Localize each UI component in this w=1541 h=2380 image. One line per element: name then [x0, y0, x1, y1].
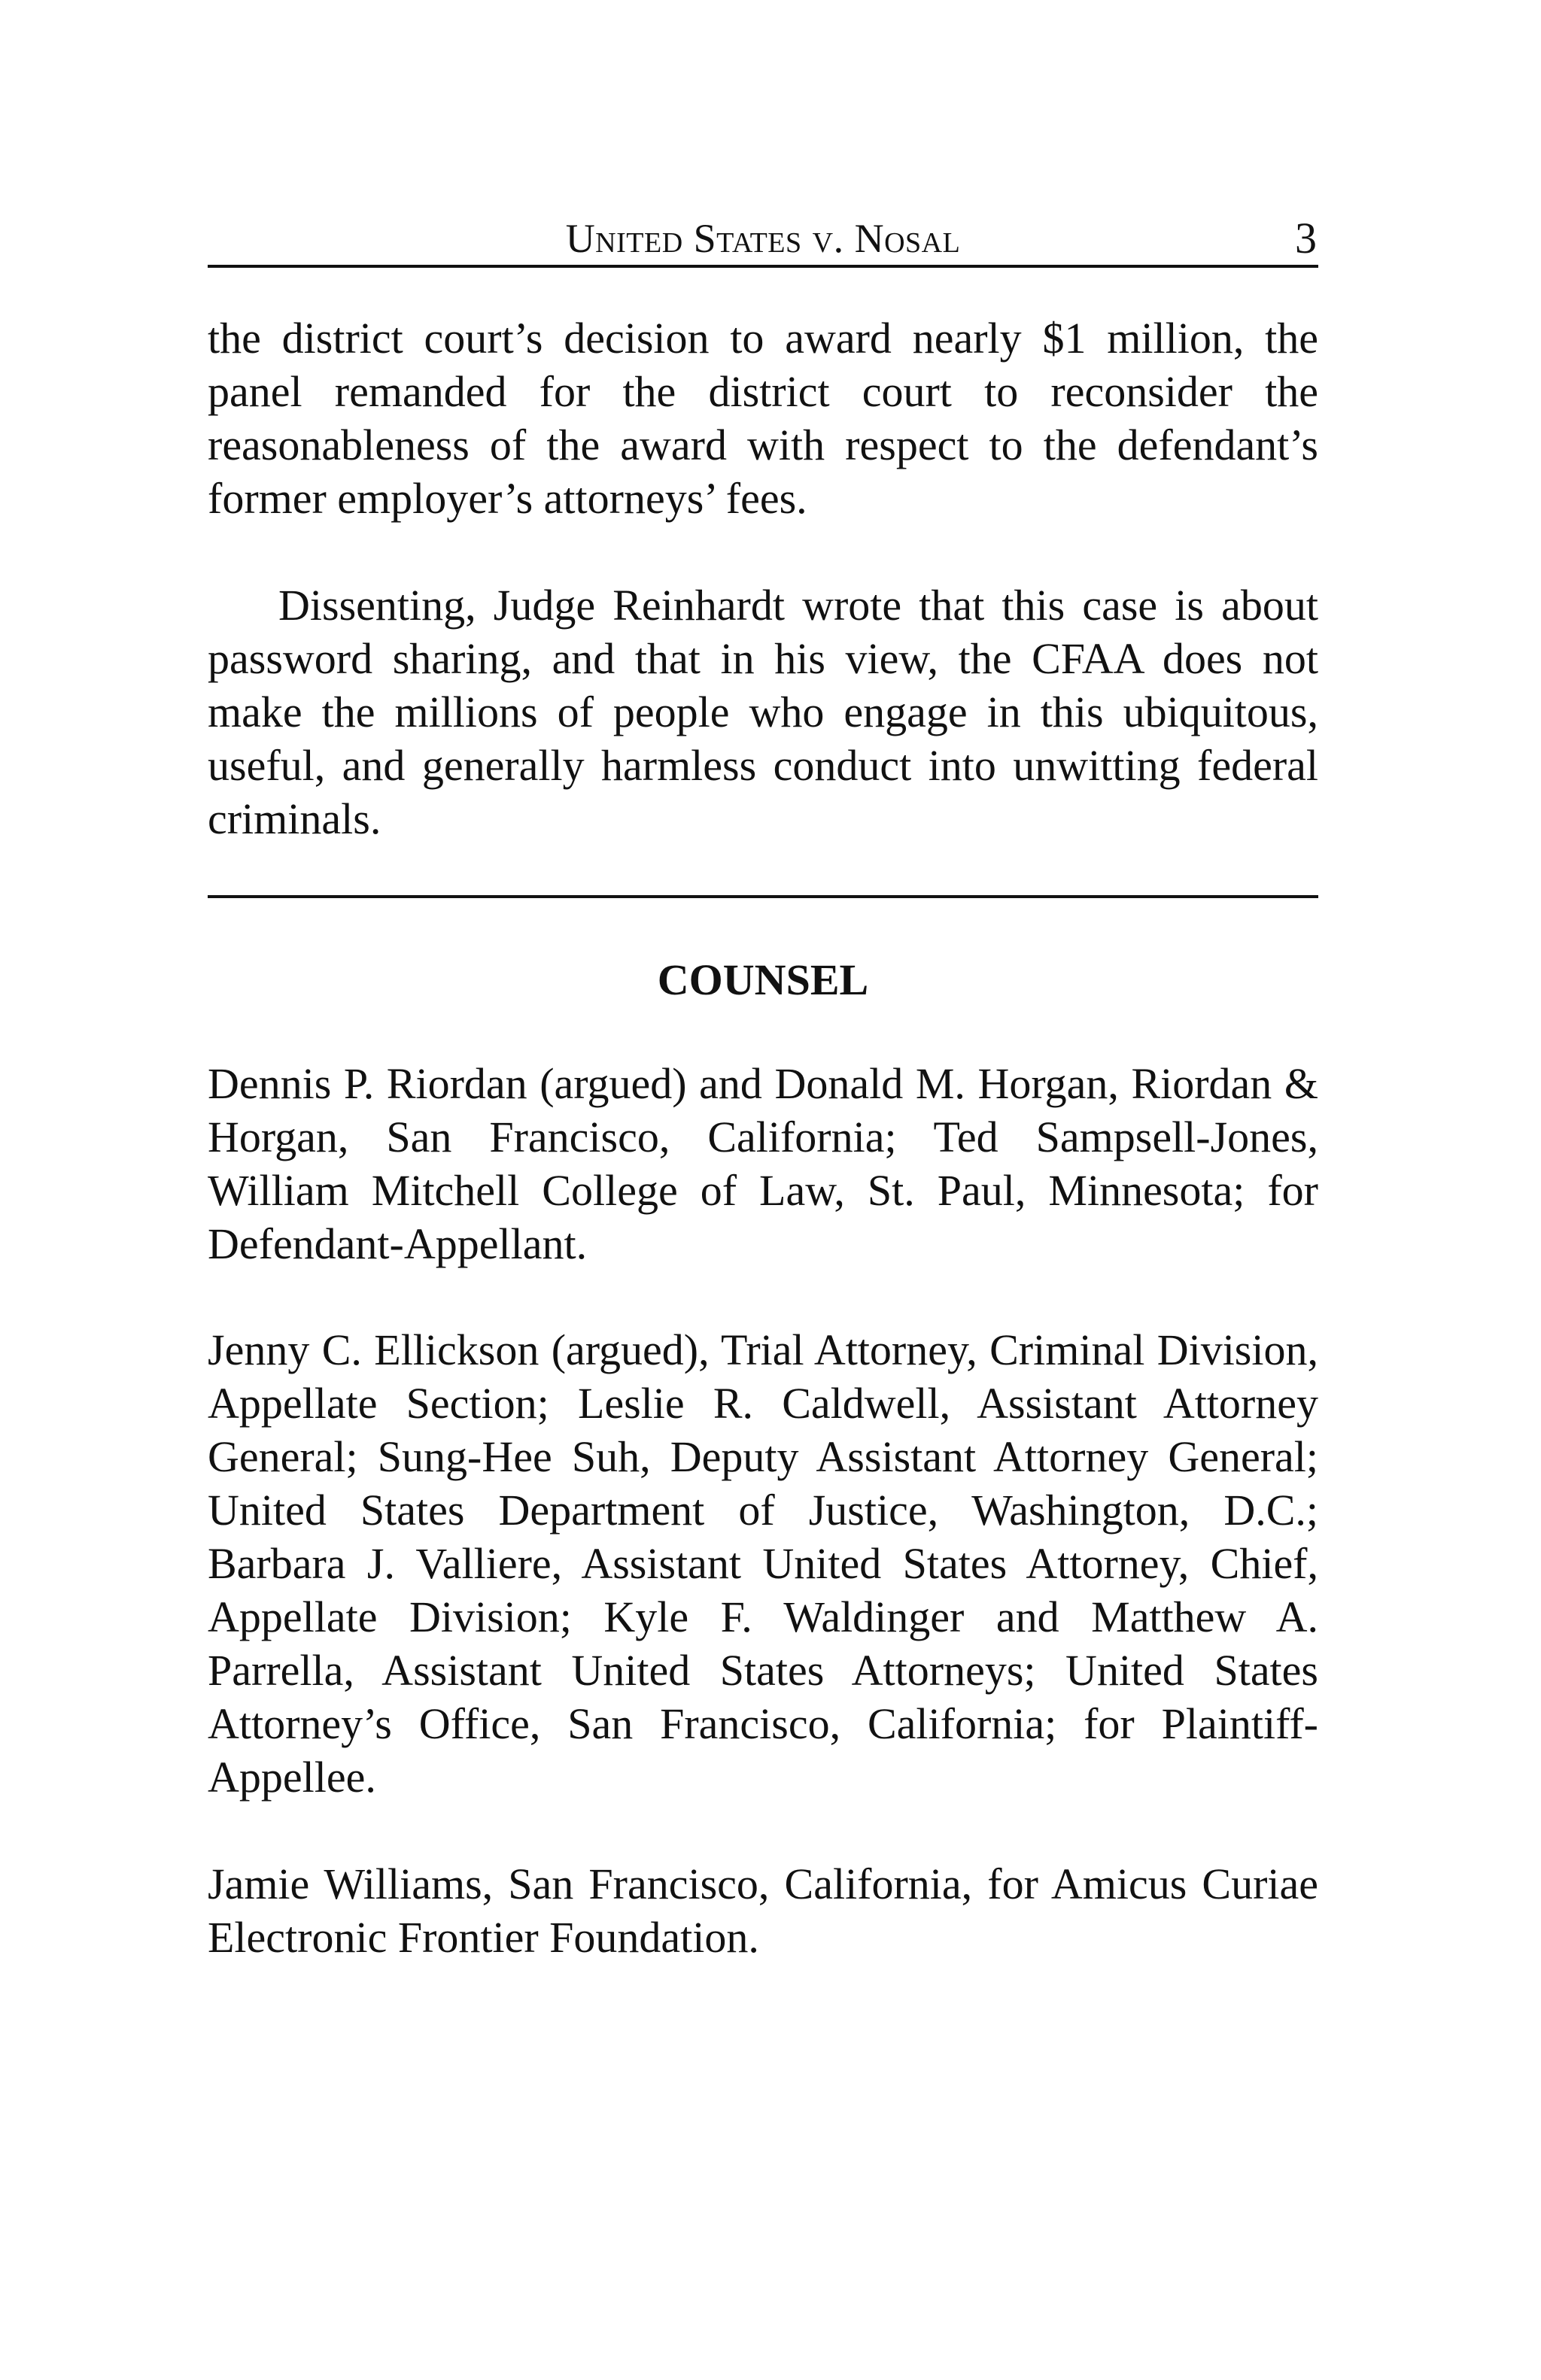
counsel-entry-appellee: Jenny C. Ellickson (argued), Trial Attorney, Criminal Division, Appellate Section; Leslie R. Caldwell, Assistant Attorney General; Sung-Hee Suh, Deputy Assistant Attorney General; United States Department of Justice, Washington, D.C.; Barbara J. Valliere, Assistant United States Attorney, Chief, Appellate Division; Kyle F. Waldinger and Matthew A. Parrella, Assistant United States Attorneys; United States Attorney’s Office, San Francisco, California; for Plaintiff-Appellee.: [208, 1325, 1318, 1802]
summary-paragraph: the district court’s decision to award nearly $1 million, the panel remanded for the district court to reconsider the reasonableness of the award with respect to the defendant’s former employer’s attorneys’ fees.: [208, 314, 1318, 523]
counsel-heading: COUNSEL: [657, 955, 869, 1004]
running-title: United States v. Nosal: [565, 216, 961, 261]
running-header: [208, 212, 1318, 268]
counsel-entry-appellant: Dennis P. Riordan (argued) and Donald M. Horgan, Riordan & Horgan, San Francisco, California; Ted Sampsell-Jones, William Mitchell College of Law, St. Paul, Minnesota; for Defendant-Appellant.: [208, 1059, 1318, 1268]
counsel-entry-amicus: Jamie Williams, San Francisco, California, for Amicus Curiae Electronic Frontier Foundation.: [208, 1859, 1318, 1962]
section-divider: [208, 895, 1318, 898]
dissent-paragraph: Dissenting, Judge Reinhardt wrote that this case is about password sharing, and that in his view, the CFAA does not make the millions of people who engage in this ubiquitous, useful, and generally harmless conduct into unwitting federal criminals.: [208, 581, 1318, 843]
page-number: 3: [1295, 214, 1317, 263]
